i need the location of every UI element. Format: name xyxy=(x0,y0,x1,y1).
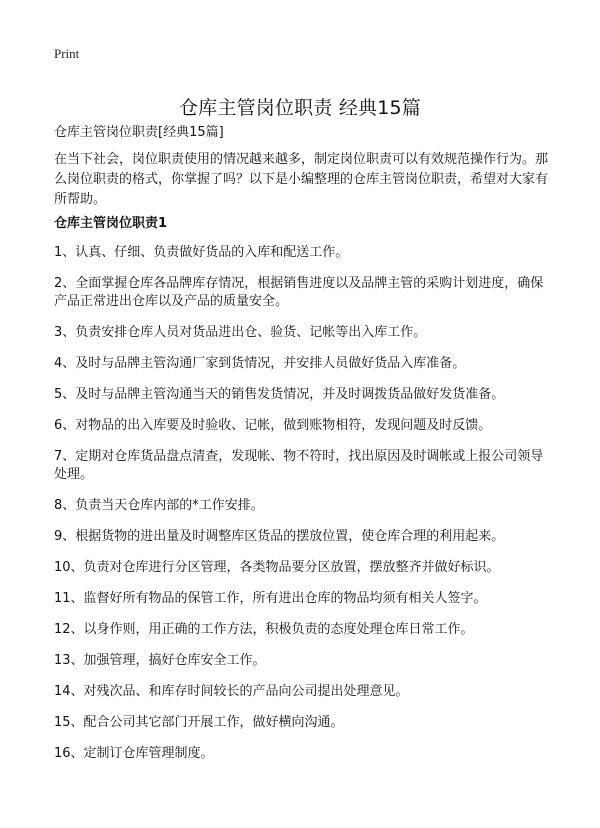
list-item: 15、配合公司其它部门开展工作，做好横向沟通。 xyxy=(54,715,344,730)
list-item: 8、负责当天仓库内部的*工作安排。 xyxy=(54,498,264,513)
list-item: 5、及时与品牌主管沟通当天的销售发货情况，并及时调拨货品做好发货准备。 xyxy=(54,387,505,402)
section-heading: 仓库主管岗位职责1 xyxy=(54,216,168,231)
list-item: 4、及时与品牌主管沟通厂家到货情况，并安排人员做好货品入库准备。 xyxy=(54,356,466,371)
document-subtitle: 仓库主管岗位职责[经典15篇] xyxy=(54,125,224,140)
print-link[interactable]: Print xyxy=(54,46,80,61)
list-item: 16、定制订仓库管理制度。 xyxy=(54,746,214,761)
list-item: 10、负责对仓库进行分区管理，各类物品要分区放置，摆放整齐并做好标识。 xyxy=(54,560,500,575)
page-title: 仓库主管岗位职责 经典15篇 xyxy=(178,96,422,119)
list-item: 9、根据货物的进出量及时调整库区货品的摆放位置，使仓库合理的利用起来。 xyxy=(54,529,505,544)
list-item: 1、认真、仔细、负责做好货品的入库和配送工作。 xyxy=(54,245,349,260)
list-item: 14、对残次品、和库存时间较长的产品向公司提出处理意见。 xyxy=(54,684,409,699)
list-item: 6、对物品的出入库要及时验收、记帐，做到账物相符，发现问题及时反馈。 xyxy=(54,418,492,433)
list-item: 2、全面掌握仓库各品牌库存情况，根据销售进度以及品牌主管的采购计划进度，确保产品正常进出仓库以及产品的质量安全。 xyxy=(54,276,544,309)
list-item: 7、定期对仓库货品盘点清查，发现帐、物不符时，找出原因及时调帐或上报公司领导处理。 xyxy=(54,449,544,482)
list-item: 11、监督好所有物品的保管工作，所有进出仓库的物品均须有相关人签字。 xyxy=(54,591,487,606)
intro-paragraph: 在当下社会，岗位职责使用的情况越来越多，制定岗位职责可以有效规范操作行为。那么岗位职责的格式，你掌握了吗？以下是小编整理的仓库主管岗位职责，希望对大家有所帮助。 xyxy=(54,152,549,207)
duty-list xyxy=(54,244,554,776)
list-item: 13、加强管理，搞好仓库安全工作。 xyxy=(54,653,266,668)
list-item: 12、以身作则，用正确的工作方法，积极负责的态度处理仓库日常工作。 xyxy=(54,622,474,637)
list-item: 3、负责安排仓库人员对货品进出仓、验货、记帐等出入库工作。 xyxy=(54,325,427,340)
